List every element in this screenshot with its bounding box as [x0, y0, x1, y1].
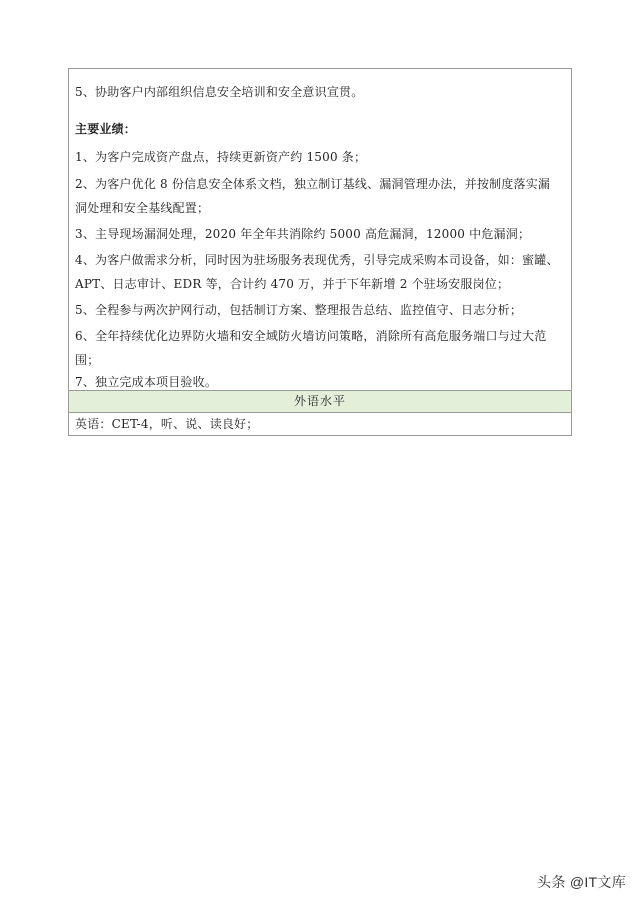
language-detail: 英语：CET-4，听、说、读良好；	[75, 417, 259, 431]
achievement-line: 6、全年持续优化边界防火墙和安全域防火墙访问策略，消除所有高危服务端口与过大范	[75, 329, 547, 343]
achievement-line: 3、主导现场漏洞处理，2020 年全年共消除约 5000 高危漏洞，12000 中危漏洞；	[75, 227, 531, 241]
work-experience-cell	[69, 69, 571, 391]
watermark: 头条 @IT文库	[537, 874, 626, 890]
achievement-line: 2、为客户优化 8 份信息安全体系文档，独立制订基线、漏洞管理办法，并按制度落实漏	[75, 177, 551, 191]
section-header-language: 外语水平	[69, 391, 571, 413]
achievement-line: 1、为客户完成资产盘点，持续更新资产约 1500 条；	[75, 150, 367, 164]
achievement-line: APT、日志审计、EDR 等，合计约 470 万，并于下年新增 2 个驻场安服岗位；	[75, 277, 510, 291]
resume-table	[68, 68, 572, 436]
achievement-line: 7、独立完成本项目验收。	[75, 375, 218, 389]
achievements-heading: 主要业绩：	[75, 122, 137, 136]
achievement-line: 4、为客户做需求分析，同时因为驻场服务表现优秀，引导完成采购本司设备，如：蜜罐、	[75, 253, 559, 267]
achievement-line: 围；	[75, 353, 100, 367]
achievement-line: 洞处理和安全基线配置；	[75, 201, 210, 215]
language-row	[69, 413, 571, 435]
achievement-line: 5、全程参与两次护网行动，包括制订方案、整理报告总结、监控值守、日志分析；	[75, 303, 523, 317]
item-training: 5、协助客户内部组织信息安全培训和安全意识宣贯。	[75, 85, 364, 99]
